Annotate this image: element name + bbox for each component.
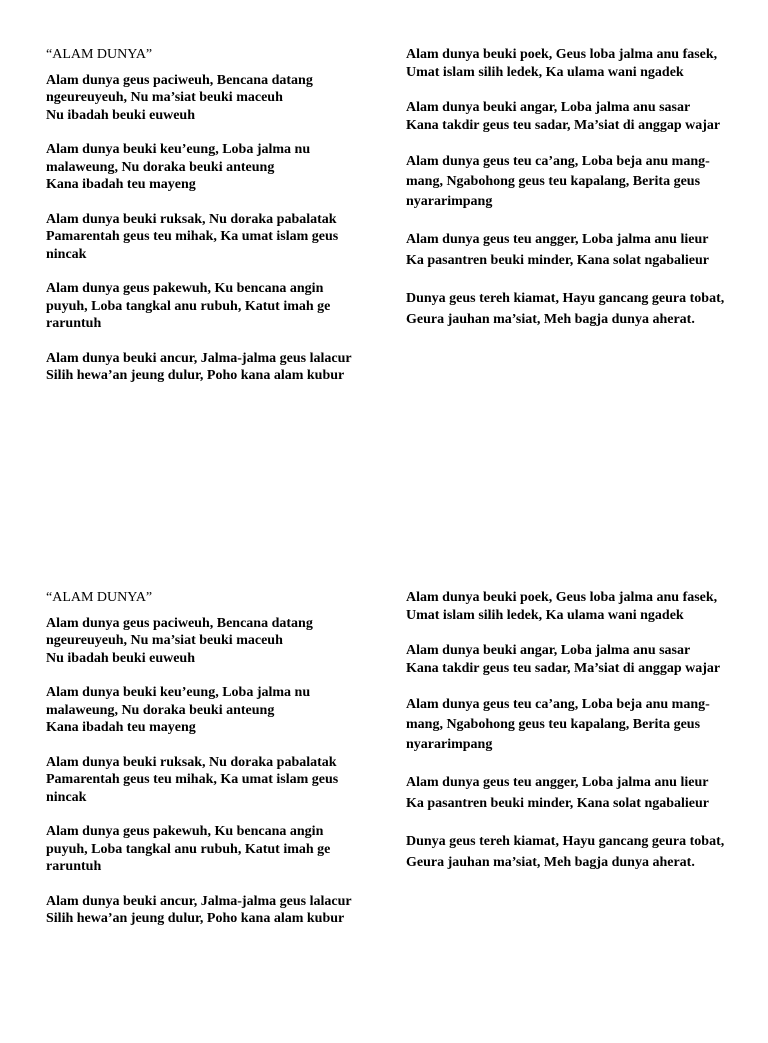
stanza-6	[406, 589, 726, 624]
stanza-10	[406, 832, 726, 873]
stanza-line: Nu ibadah beuki euweuh	[46, 107, 196, 123]
stanza-line: Alam dunya beuki ruksak, Nu doraka pabalatak	[46, 754, 337, 770]
poem-left-column	[46, 589, 366, 945]
stanza-line: Pamarentah geus teu mihak, Ka umat islam geus nincak	[46, 229, 339, 262]
stanza-5	[46, 893, 366, 928]
stanza-line: Alam dunya geus paciweuh, Bencana datang ngeureuyeuh, Nu ma’siat beuki maceuh	[46, 72, 313, 105]
stanza-6	[406, 46, 726, 81]
poem-copy-bottom	[0, 543, 768, 1043]
stanza-line: Alam dunya beuki angar, Loba jalma anu sasar	[406, 643, 691, 658]
stanza-9	[406, 230, 726, 271]
stanza-3	[46, 211, 366, 264]
stanza-line: Dunya geus tereh kiamat, Hayu gancang geura tobat, Geura jauhan ma’siat, Meh bagja dunya aherat.	[406, 291, 725, 327]
stanza-7	[406, 642, 726, 677]
stanza-10	[406, 289, 726, 330]
stanza-line: Alam dunya geus teu ca’ang, Loba beja anu mang-mang, Ngabohong geus teu kapalang, Berita geus nyararimpang	[406, 154, 710, 209]
poem-right-column	[406, 46, 726, 348]
stanza-line: Alam dunya geus pakewuh, Ku bencana angin puyuh, Loba tangkal anu rubuh, Katut imah ge raruntuh	[46, 824, 331, 874]
stanza-line: Alam dunya beuki ruksak, Nu doraka pabalatak	[46, 211, 337, 227]
stanza-1	[46, 615, 366, 668]
poem-title: “ALAM DUNYA”	[46, 47, 153, 62]
stanza-line: Silih hewa’an jeung dulur, Poho kana alam kubur	[46, 368, 345, 383]
stanza-line: Kana ibadah teu mayeng	[46, 720, 196, 735]
stanza-9	[406, 773, 726, 814]
stanza-line: Alam dunya geus paciweuh, Bencana datang ngeureuyeuh, Nu ma’siat beuki maceuh	[46, 615, 313, 648]
stanza-line: Kana takdir geus teu sadar, Ma’siat di anggap wajar	[406, 660, 721, 676]
stanza-line: Alam dunya beuki angar, Loba jalma anu sasar	[406, 100, 691, 115]
stanza-line: Dunya geus tereh kiamat, Hayu gancang geura tobat, Geura jauhan ma’siat, Meh bagja dunya aherat.	[406, 834, 725, 870]
stanza-line: Alam dunya beuki ancur, Jalma-jalma geus lalacur	[46, 893, 352, 909]
stanza-line: Ka pasantren beuki minder, Kana solat ngabalieur	[406, 795, 710, 811]
stanza-line: Alam dunya beuki poek, Geus loba jalma anu fasek, Umat islam silih ledek, Ka ulama wani ngadek	[406, 47, 718, 80]
poem-left-column	[46, 46, 366, 402]
stanza-8	[406, 152, 726, 212]
stanza-line: Silih hewa’an jeung dulur, Poho kana alam kubur	[46, 911, 345, 926]
stanza-line: Alam dunya geus teu angger, Loba jalma anu lieur	[406, 232, 709, 247]
stanza-line: Ka pasantren beuki minder, Kana solat ngabalieur	[406, 252, 710, 268]
stanza-line: Alam dunya beuki ancur, Jalma-jalma geus lalacur	[46, 350, 352, 366]
stanza-line: Alam dunya geus teu ca’ang, Loba beja anu mang-mang, Ngabohong geus teu kapalang, Berita geus nyararimpang	[406, 697, 710, 752]
stanza-line: Alam dunya beuki keu’eung, Loba jalma nu malaweung, Nu doraka beuki anteung	[46, 685, 311, 718]
stanza-2	[46, 141, 366, 194]
stanza-line: Nu ibadah beuki euweuh	[46, 650, 196, 666]
stanza-line: Alam dunya beuki keu’eung, Loba jalma nu malaweung, Nu doraka beuki anteung	[46, 142, 311, 175]
stanza-4	[46, 280, 366, 333]
stanza-7	[406, 99, 726, 134]
stanza-line: Pamarentah geus teu mihak, Ka umat islam geus nincak	[46, 772, 339, 805]
stanza-2	[46, 684, 366, 737]
stanza-8	[406, 695, 726, 755]
stanza-line: Kana ibadah teu mayeng	[46, 177, 196, 192]
poem-right-column	[406, 589, 726, 891]
stanza-line: Kana takdir geus teu sadar, Ma’siat di anggap wajar	[406, 117, 721, 133]
poem-copy-top	[0, 0, 768, 500]
stanza-3	[46, 754, 366, 807]
stanza-line: Alam dunya geus teu angger, Loba jalma anu lieur	[406, 775, 709, 790]
poem-title: “ALAM DUNYA”	[46, 590, 153, 605]
stanza-line: Alam dunya geus pakewuh, Ku bencana angin puyuh, Loba tangkal anu rubuh, Katut imah ge raruntuh	[46, 281, 331, 331]
stanza-4	[46, 823, 366, 876]
stanza-1	[46, 72, 366, 125]
stanza-line: Alam dunya beuki poek, Geus loba jalma anu fasek, Umat islam silih ledek, Ka ulama wani ngadek	[406, 590, 718, 623]
stanza-5	[46, 350, 366, 385]
